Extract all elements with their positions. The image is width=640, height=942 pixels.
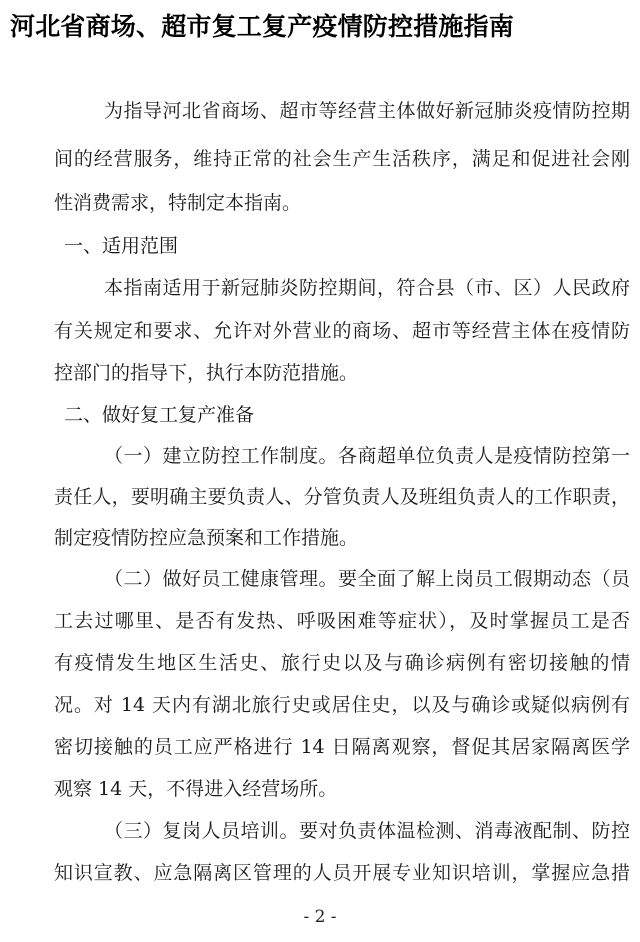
section-1-line-2: 有关规定和要求、允许对外营业的商场、超市等经营主体在疫情防	[54, 320, 630, 342]
item-2-line-6: 观察 14 天，不得进入经营场所。	[54, 778, 338, 800]
intro-line-1: 为指导河北省商场、超市等经营主体做好新冠肺炎疫情防控期	[104, 100, 630, 122]
item-1-line-3: 制定疫情防控应急预案和工作措施。	[54, 527, 359, 549]
item-2-line-3: 有疫情发生地区生活史、旅行史以及与确诊病例有密切接触的情	[54, 652, 630, 674]
item-1-line-2: 责任人，要明确主要负责人、分管负责人及班组负责人的工作职责，	[54, 486, 630, 508]
item-3-line-2: 知识宣教、应急隔离区管理的人员开展专业知识培训，掌握应急措	[54, 862, 630, 884]
item-2-line-5: 密切接触的员工应严格进行 14 日隔离观察，督促其居家隔离医学	[54, 736, 630, 758]
section-2-heading: 二、做好复工复产准备	[64, 404, 255, 426]
item-2-line-2: 工去过哪里、是否有发热、呼吸困难等症状），及时掌握员工是否	[54, 610, 630, 632]
item-2-line-1: （二）做好员工健康管理。要全面了解上岗员工假期动态（员	[104, 568, 630, 590]
item-1-line-1: （一）建立防控工作制度。各商超单位负责人是疫情防控第一	[104, 445, 630, 467]
section-1-line-3: 控部门的指导下，执行本防范措施。	[54, 362, 359, 384]
section-1-heading: 一、适用范围	[64, 235, 179, 257]
intro-line-3: 性消费需求，特制定本指南。	[54, 192, 302, 214]
intro-line-2: 间的经营服务，维持正常的社会生产生活秩序，满足和促进社会刚	[54, 148, 630, 170]
document-title: 河北省商场、超市复工复产疫情防控措施指南	[10, 12, 515, 41]
item-3-line-1: （三）复岗人员培训。要对负责体温检测、消毒液配制、防控	[104, 820, 630, 842]
page-number: - 2 -	[303, 907, 337, 927]
item-2-line-4: 况。对 14 天内有湖北旅行史或居住史，以及与确诊或疑似病例有	[54, 694, 630, 716]
section-1-line-1: 本指南适用于新冠肺炎防控期间，符合县（市、区）人民政府	[104, 277, 630, 299]
